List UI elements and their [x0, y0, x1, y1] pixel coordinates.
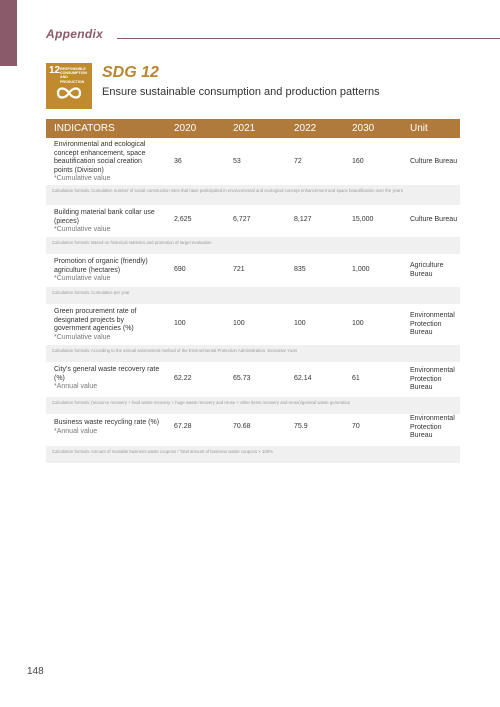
side-tab-marker: [0, 0, 17, 66]
indicator-text: Environmental and ecological concept enhancement, space beautification social creation points (Division): [54, 141, 146, 174]
value-2022: 75.9: [294, 423, 308, 430]
value-2030: 160: [352, 158, 364, 165]
indicators-table: [46, 119, 460, 463]
header-unit: Unit: [410, 123, 428, 134]
value-2030: 61: [352, 375, 360, 382]
formula-row: Calculation formula: According to the annual assessment method of the Environmental Protection Administration, Executive Yuan: [46, 345, 460, 362]
table-row: [46, 414, 460, 446]
unit-cell: Culture Bureau: [410, 216, 458, 223]
sdg-title: SDG 12: [102, 64, 159, 81]
formula-row: Calculation formula: Amount of reusable business waste coupons / Total amount of business waste coupons × 100%: [46, 446, 460, 463]
header-divider: [117, 38, 500, 39]
indicator-text: City's general waste recovery rate (%): [54, 366, 160, 382]
indicator-cell: [54, 419, 162, 436]
indicator-note: *Annual value: [54, 427, 98, 435]
indicator-note: *Annual value: [54, 383, 98, 390]
indicator-cell: [54, 308, 162, 342]
value-2021: 6,727: [233, 216, 251, 223]
value-2030: 15,000: [352, 216, 374, 223]
indicator-cell: [54, 258, 162, 284]
indicator-note: *Cumulative value: [54, 226, 111, 233]
value-2020: 67.28: [174, 423, 192, 430]
indicator-text: Building material bank collar use (pieces): [54, 209, 155, 225]
sdg-12-badge: [46, 63, 92, 109]
value-2022: 72: [294, 158, 302, 165]
infinity-icon: [55, 85, 83, 101]
value-2022: 835: [294, 266, 306, 273]
indicator-cell: [54, 209, 162, 235]
value-2020: 100: [174, 320, 186, 327]
formula-row: Calculation formula: Based on historical statistics and promotion of target evaluation: [46, 237, 460, 254]
sdg-badge-number: 12: [49, 65, 61, 76]
indicator-note: *Cumulative value: [54, 275, 111, 282]
indicator-text: Green procurement rate of designated projects by government agencies (%): [54, 308, 137, 332]
value-2020: 2,625: [174, 216, 192, 223]
value-2022: 100: [294, 320, 306, 327]
value-2022: 8,127: [294, 216, 312, 223]
indicator-text: Promotion of organic (friendly) agriculture (hectares): [54, 258, 148, 274]
formula-row: Calculation formula: (resource recovery + food waste recovery + huge waste recovery and reuse + other items recovery and reuse)/general waste generation: [46, 397, 460, 414]
header-indicators: INDICATORS: [54, 123, 115, 134]
header-2030: 2030: [352, 123, 375, 134]
formula-row: Calculation formula: Cumulative per year: [46, 287, 460, 304]
unit-cell: Agriculture Bureau: [410, 262, 444, 278]
sdg-badge-text: RESPONSIBLE CONSUMPTION AND PRODUCTION: [60, 67, 87, 84]
table-row: [46, 254, 460, 287]
formula-row: Calculation formula: Cumulative number of social construction sites that have participated in environmental and ecological concept enhancement and space beautification over the years: [46, 185, 460, 205]
value-2021: 65.73: [233, 375, 251, 382]
value-2020: 690: [174, 266, 186, 273]
value-2020: 62.22: [174, 375, 192, 382]
value-2021: 721: [233, 266, 245, 273]
value-2021: 100: [233, 320, 245, 327]
table-row: [46, 304, 460, 345]
sdg-subtitle: Ensure sustainable consumption and production patterns: [102, 86, 380, 98]
indicator-cell: [54, 141, 162, 184]
indicator-note: *Cumulative value: [54, 333, 111, 341]
header-2020: 2020: [174, 123, 197, 134]
table-row: [46, 138, 460, 185]
value-2021: 53: [233, 158, 241, 165]
indicator-cell: [54, 366, 162, 392]
value-2022: 62.14: [294, 375, 312, 382]
header-2022: 2022: [294, 123, 317, 134]
header-2021: 2021: [233, 123, 256, 134]
unit-cell: Environmental Protection Bureau: [410, 367, 455, 391]
value-2020: 36: [174, 158, 182, 165]
unit-cell: Environmental Protection Bureau: [410, 312, 455, 336]
indicator-text: Business waste recycling rate (%): [54, 419, 160, 426]
value-2030: 1,000: [352, 266, 370, 273]
page-number: 148: [27, 666, 44, 677]
table-row: [46, 362, 460, 397]
unit-cell: Culture Bureau: [410, 158, 458, 165]
table-header: [46, 119, 460, 138]
indicator-note: *Cumulative value: [54, 175, 111, 182]
value-2030: 70: [352, 423, 360, 430]
value-2021: 70.68: [233, 423, 251, 430]
unit-cell: Environmental Protection Bureau: [410, 415, 455, 439]
value-2030: 100: [352, 320, 364, 327]
table-row: [46, 205, 460, 237]
section-title: Appendix: [46, 27, 104, 41]
